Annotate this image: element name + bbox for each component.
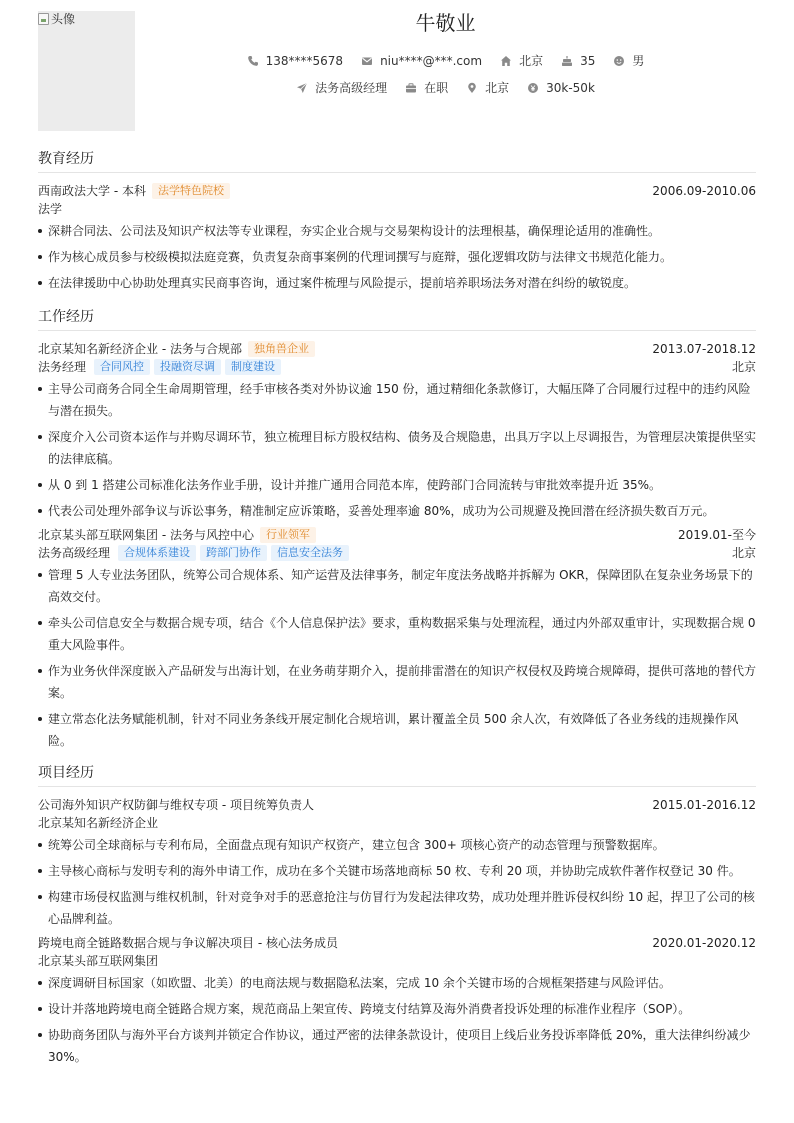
major: 法学 bbox=[38, 202, 63, 216]
salary-text: 30k-50k bbox=[546, 81, 595, 95]
status-item bbox=[405, 80, 448, 96]
department: 法务与风控中心 bbox=[169, 528, 254, 542]
list-item: 深度调研目标国家（如欧盟、北美）的电商法规与数据隐私法案，完成 10 余个关键市场的合规框架搭建与风险评估。 bbox=[38, 972, 756, 994]
gender-text: 男 bbox=[632, 54, 645, 68]
job-position-row bbox=[38, 544, 756, 562]
target-position-item bbox=[296, 80, 387, 96]
skill-tag: 信息安全法务 bbox=[271, 545, 349, 561]
age-text: 35 bbox=[580, 54, 596, 68]
company-name: 北京某头部互联网集团 bbox=[38, 528, 159, 542]
list-item: 从 0 到 1 搭建公司标准化法务作业手册，设计并推广通用合同范本库，使跨部门合同流转与审批效率提升近 35%。 bbox=[38, 474, 756, 496]
job-period: 2013.07-2018.12 bbox=[652, 342, 756, 356]
education-period: 2006.09-2010.06 bbox=[652, 184, 756, 198]
location-icon bbox=[466, 82, 478, 94]
degree: 本科 bbox=[121, 184, 146, 198]
job-position-row bbox=[38, 358, 756, 376]
list-item: 牵头公司信息安全与数据合规专项，结合《个人信息保护法》要求，重构数据采集与处理流程，通过内外部双重审计，实现数据合规 0 重大风险事件。 bbox=[38, 612, 756, 656]
candidate-name: 牛敬业 bbox=[415, 11, 476, 35]
project-org: 北京某头部互联网集团 bbox=[38, 954, 159, 968]
phone-text: 138****5678 bbox=[265, 54, 344, 68]
job-bullets bbox=[38, 378, 756, 522]
phone-item bbox=[247, 53, 343, 69]
list-item: 管理 5 人专业法务团队，统筹公司合规体系、知产运营及法律事务，制定年度法务战略并拆解为 OKR，保障团队在复杂业务场景下的高效交付。 bbox=[38, 564, 756, 608]
job-header-row: 北京某知名新经济企业 - 法务与合规部 独角兽企业 2013.07-2018.12 bbox=[38, 342, 756, 356]
email-text: niu****@***.com bbox=[380, 54, 483, 68]
school-tag: 法学特色院校 bbox=[152, 183, 230, 199]
avatar-alt-text: 头像 bbox=[51, 12, 76, 26]
broken-image-icon bbox=[38, 13, 49, 25]
salary-item bbox=[527, 80, 595, 96]
project-bullets bbox=[38, 972, 756, 1068]
job-period: 2019.01-至今 bbox=[678, 528, 756, 542]
phone-icon bbox=[247, 55, 259, 67]
list-item: 主导核心商标与发明专利的海外申请工作，成功在多个关键市场落地商标 50 枚、专利 20 项，并协助完成软件著作权登记 30 件。 bbox=[38, 860, 756, 882]
age-item bbox=[561, 53, 595, 69]
list-item: 代表公司处理外部争议与诉讼事务，精准制定应诉策略，妥善处理率逾 80%，成功为公司规避及挽回潜在经济损失数百万元。 bbox=[38, 500, 756, 522]
job-entry bbox=[38, 526, 756, 752]
job-header-row: 北京某头部互联网集团 - 法务与风控中心 行业领军 2019.01-至今 bbox=[38, 528, 756, 542]
list-item: 协助商务团队与海外平台方谈判并锁定合作协议，通过严密的法律条款设计，使项目上线后业务投诉率降低 20%，重大法律纠纷减少 30%。 bbox=[38, 1024, 756, 1068]
project-entry bbox=[38, 934, 756, 1068]
contact-info-row bbox=[135, 53, 756, 69]
avatar bbox=[38, 11, 135, 131]
skill-tag: 合同风控 bbox=[94, 359, 150, 375]
list-item: 在法律援助中心协助处理真实民商事咨询，通过案件梳理与风险提示，提前培养职场法务对潜在纠纷的敏锐度。 bbox=[38, 272, 756, 294]
target-position-text: 法务高级经理 bbox=[315, 81, 388, 95]
email-item bbox=[361, 53, 482, 69]
job-intent-row bbox=[135, 80, 756, 96]
major-row bbox=[38, 200, 756, 218]
money-icon bbox=[527, 82, 539, 94]
department: 法务与合规部 bbox=[169, 342, 242, 356]
job-position: 法务高级经理 bbox=[38, 546, 111, 560]
list-item: 作为业务伙伴深度嵌入产品研发与出海计划，在业务萌芽期介入，提前排雷潜在的知识产权侵权及跨境合规障碍，提供可落地的替代方案。 bbox=[38, 660, 756, 704]
city-item bbox=[500, 53, 543, 69]
list-item: 建立常态化法务赋能机制，针对不同业务条线开展定制化合规培训，累计覆盖全员 500 余人次，有效降低了各业务线的违规操作风险。 bbox=[38, 708, 756, 752]
project-role: 项目统筹负责人 bbox=[229, 798, 314, 812]
education-bullets bbox=[38, 220, 756, 294]
section-title: 工作经历 bbox=[38, 307, 756, 331]
school-name: 西南政法大学 bbox=[38, 184, 111, 198]
list-item: 构建市场侵权监测与维权机制，针对竞争对手的恶意抢注与仿冒行为发起法律攻势，成功处理并胜诉侵权纠纷 10 起，捍卫了公司的核心品牌利益。 bbox=[38, 886, 756, 930]
education-section bbox=[38, 149, 756, 298]
skill-tag: 投融资尽调 bbox=[154, 359, 221, 375]
briefcase-icon bbox=[405, 82, 417, 94]
project-org-row bbox=[38, 814, 756, 832]
list-item: 深度介入公司资本运作与并购尽调环节，独立梳理目标方股权结构、债务及合规隐患，出具万字以上尽调报告，为管理层决策提供坚实的法律底稿。 bbox=[38, 426, 756, 470]
job-city: 北京 bbox=[731, 360, 756, 374]
project-entry bbox=[38, 796, 756, 930]
gender-icon bbox=[613, 55, 625, 67]
list-item: 设计并落地跨境电商全链路合规方案，规范商品上架宣传、跨境支付结算及海外消费者投诉处理的标准作业程序（SOP）。 bbox=[38, 998, 756, 1020]
job-position: 法务经理 bbox=[38, 360, 87, 374]
project-period: 2020.01-2020.12 bbox=[652, 936, 756, 950]
company-name: 北京某知名新经济企业 bbox=[38, 342, 159, 356]
section-title: 项目经历 bbox=[38, 763, 756, 787]
avatar-alt bbox=[38, 11, 75, 27]
skill-tag: 制度建设 bbox=[225, 359, 281, 375]
list-item: 主导公司商务合同全生命周期管理，经手审核各类对外协议逾 150 份，通过精细化条款修订，大幅压降了合同履行过程中的违约风险与潜在损失。 bbox=[38, 378, 756, 422]
target-city-item bbox=[466, 80, 509, 96]
home-icon bbox=[500, 55, 512, 67]
project-org: 北京某知名新经济企业 bbox=[38, 816, 159, 830]
project-org-row bbox=[38, 952, 756, 970]
project-role: 核心法务成员 bbox=[265, 936, 338, 950]
project-name: 跨境电商全链路数据合规与争议解决项目 bbox=[38, 936, 255, 950]
project-name: 公司海外知识产权防御与维权专项 bbox=[38, 798, 219, 812]
job-bullets bbox=[38, 564, 756, 752]
list-item: 统筹公司全球商标与专利布局，全面盘点现有知识产权资产，建立包含 300+ 项核心资产的动态管理与预警数据库。 bbox=[38, 834, 756, 856]
mail-icon bbox=[361, 55, 373, 67]
city-text: 北京 bbox=[519, 54, 544, 68]
list-item: 深耕合同法、公司法及知识产权法等专业课程，夯实企业合规与交易架构设计的法理根基，确保理论适用的准确性。 bbox=[38, 220, 756, 242]
project-bullets bbox=[38, 834, 756, 930]
job-city: 北京 bbox=[731, 546, 756, 560]
section-title: 教育经历 bbox=[38, 149, 756, 173]
skill-tag: 跨部门协作 bbox=[200, 545, 267, 561]
cake-icon bbox=[561, 55, 573, 67]
projects-section bbox=[38, 763, 756, 1072]
list-item: 作为核心成员参与校级模拟法庭竞赛，负责复杂商事案例的代理词撰写与庭辩，强化逻辑攻防与法律文书规范化能力。 bbox=[38, 246, 756, 268]
education-header-row bbox=[38, 182, 756, 200]
project-header-row: 跨境电商全链路数据合规与争议解决项目 - 核心法务成员 2020.01-2020.12 bbox=[38, 936, 756, 950]
skill-tag: 合规体系建设 bbox=[118, 545, 196, 561]
gender-item bbox=[613, 53, 644, 69]
target-city-text: 北京 bbox=[485, 81, 510, 95]
company-tag: 行业领军 bbox=[260, 527, 316, 543]
project-period: 2015.01-2016.12 bbox=[652, 798, 756, 812]
education-entry bbox=[38, 182, 756, 294]
project-header-row: 公司海外知识产权防御与维权专项 - 项目统筹负责人 2015.01-2016.12 bbox=[38, 798, 756, 812]
company-tag: 独角兽企业 bbox=[248, 341, 315, 357]
send-icon bbox=[296, 82, 308, 94]
job-entry bbox=[38, 340, 756, 522]
separator: - bbox=[110, 184, 122, 198]
work-section bbox=[38, 307, 756, 756]
status-text: 在职 bbox=[424, 81, 449, 95]
